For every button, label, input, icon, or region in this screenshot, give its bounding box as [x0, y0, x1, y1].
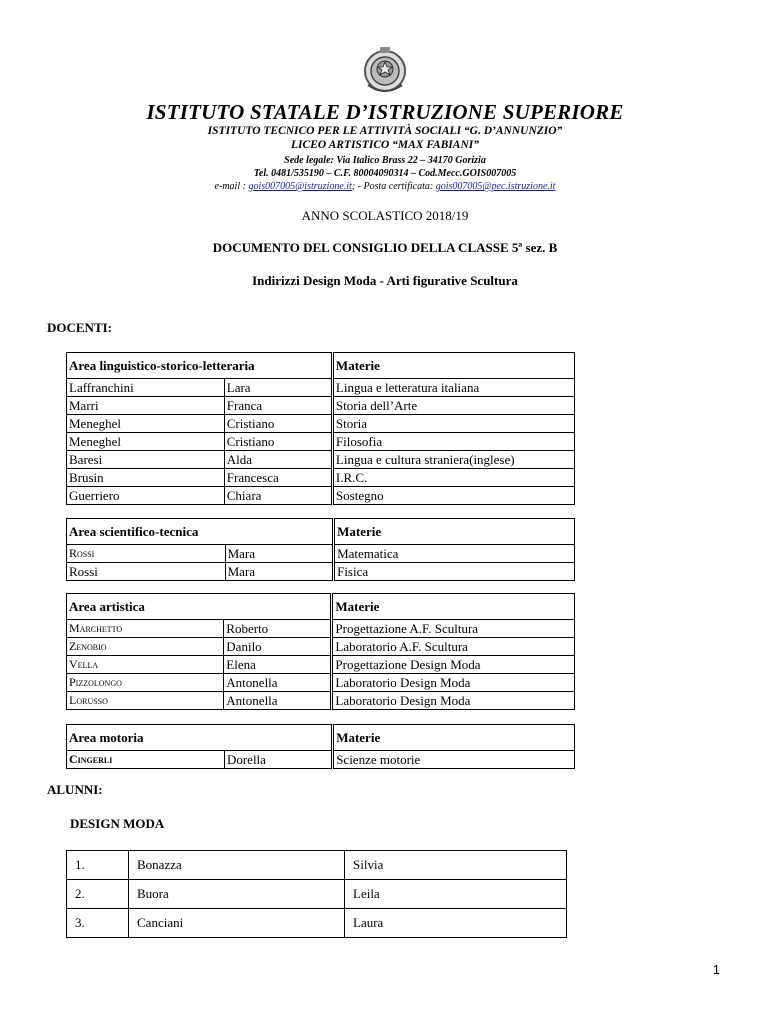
table-row [67, 451, 575, 469]
teacher-surname: Zenobio [67, 638, 224, 656]
area-name: Area linguistico-storico-letteraria [67, 353, 333, 379]
teacher-surname: Vella [67, 656, 224, 674]
teacher-first-name: Mara [225, 545, 334, 563]
teacher-surname: Lorusso [67, 692, 224, 710]
teacher-subject: Progettazione A.F. Scultura [332, 620, 575, 638]
teacher-surname: Rossi [67, 545, 226, 563]
teacher-subject: Matematica [334, 545, 575, 563]
student-surname: Buora [129, 880, 345, 909]
materie-header: Materie [333, 725, 575, 751]
teacher-surname: Brusin [67, 469, 225, 487]
institute-title: ISTITUTO STATALE D’ISTRUZIONE SUPERIORE [146, 100, 624, 124]
student-surname: Canciani [129, 909, 345, 938]
teacher-subject: Lingua e letteratura italiana [332, 379, 574, 397]
alunni-heading: ALUNNI: [47, 782, 103, 797]
teachers-table-area-2 [66, 518, 575, 581]
institute-address: Sede legale: Via Italico Brass 22 – 34170 Gorizia [284, 155, 486, 166]
student-first-name: Leila [345, 880, 567, 909]
teacher-first-name: Francesca [224, 469, 332, 487]
pec-label: ; - Posta certificata: [351, 181, 434, 192]
teacher-surname: Rossi [67, 563, 226, 581]
table-row [67, 415, 575, 433]
materie-header: Materie [334, 519, 575, 545]
teacher-subject: Scienze motorie [336, 752, 421, 767]
table-row [67, 433, 575, 451]
teacher-first-name: Roberto [224, 620, 332, 638]
design-moda-heading: DESIGN MODA [70, 816, 165, 831]
table-row [67, 487, 575, 505]
teacher-subject: Progettazione Design Moda [332, 656, 575, 674]
teacher-first-name: Cristiano [224, 433, 332, 451]
teacher-subject: Laboratorio A.F. Scultura [332, 638, 575, 656]
teacher-surname: Guerriero [67, 487, 225, 505]
teacher-subject: Laboratorio Design Moda [332, 674, 575, 692]
republic-emblem-icon [360, 45, 410, 95]
student-number: 2. [67, 880, 129, 909]
teacher-first-name: Cristiano [224, 415, 332, 433]
teacher-surname: Pizzolongo [67, 674, 224, 692]
teacher-subject: Filosofia [332, 433, 574, 451]
table-row [67, 674, 575, 692]
institute-email-line [0, 181, 770, 192]
student-number: 1. [67, 851, 129, 880]
table-row [67, 909, 567, 938]
teacher-subject: Laboratorio Design Moda [335, 693, 471, 708]
institute-contacts: Tel. 0481/535190 – C.F. 80004090314 – Cod.Mecc.GOIS007005 [253, 168, 517, 179]
teacher-subject: Storia [332, 415, 574, 433]
table-row [67, 656, 575, 674]
email-label: e-mail : [214, 181, 246, 192]
page-number: 1 [712, 962, 720, 977]
table-row [67, 851, 567, 880]
teachers-table-area-1 [66, 352, 575, 505]
table-row [67, 545, 575, 563]
table-row [67, 469, 575, 487]
teacher-first-name: Danilo [224, 638, 332, 656]
area-name: Area scientifico-tecnica [67, 519, 334, 545]
document-subtitle: Indirizzi Design Moda - Arti figurative Scultura [252, 273, 518, 288]
teacher-subject: Fisica [337, 564, 369, 579]
area-name: Area motoria [67, 725, 333, 751]
teacher-first-name: Chiara [224, 487, 332, 505]
table-row [67, 751, 575, 769]
student-first-name: Silvia [345, 851, 567, 880]
table-row [67, 692, 575, 710]
teacher-first-name: Mara [225, 563, 334, 581]
teacher-subject: I.R.C. [332, 469, 574, 487]
teacher-subject: Sostegno [335, 488, 384, 503]
table-row [67, 563, 575, 581]
teacher-first-name: Lara [224, 379, 332, 397]
institute-line-1: ISTITUTO TECNICO PER LE ATTIVITÀ SOCIALI “G. D’ANNUNZIO” [207, 125, 563, 137]
student-number: 3. [67, 909, 129, 938]
table-row [67, 880, 567, 909]
institute-line-2: LICEO ARTISTICO “MAX FABIANI” [290, 139, 479, 151]
teacher-surname: Meneghel [67, 415, 225, 433]
student-surname: Bonazza [129, 851, 345, 880]
materie-header: Materie [332, 594, 575, 620]
email-link[interactable]: gois007005@istruzione.it [248, 181, 352, 192]
teachers-table-area-4 [66, 724, 575, 769]
document-title: DOCUMENTO DEL CONSIGLIO DELLA CLASSE 5ª sez. B [212, 240, 558, 255]
teacher-surname: Baresi [67, 451, 225, 469]
teacher-first-name: Dorella [224, 751, 332, 769]
teacher-surname: Marri [67, 397, 225, 415]
area-name: Area artistica [67, 594, 332, 620]
teacher-first-name: Antonella [224, 692, 332, 710]
table-row [67, 638, 575, 656]
table-row [67, 397, 575, 415]
teacher-first-name: Antonella [224, 674, 332, 692]
student-first-name: Laura [345, 909, 567, 938]
teachers-table-area-3 [66, 593, 575, 710]
school-year: ANNO SCOLASTICO 2018/19 [301, 208, 469, 223]
docenti-heading: DOCENTI: [47, 320, 113, 335]
teacher-subject: Lingua e cultura straniera(inglese) [332, 451, 574, 469]
teacher-surname: Cingerli [67, 751, 225, 769]
teacher-first-name: Alda [224, 451, 332, 469]
materie-header: Materie [332, 353, 574, 379]
teacher-first-name: Franca [224, 397, 332, 415]
table-row [67, 620, 575, 638]
teacher-subject: Storia dell’Arte [332, 397, 574, 415]
teacher-first-name: Elena [224, 656, 332, 674]
students-table [66, 850, 567, 938]
table-row [67, 379, 575, 397]
teacher-surname: Meneghel [67, 433, 225, 451]
pec-link[interactable]: gois007005@pec.istruzione.it [435, 181, 556, 192]
teacher-surname: Marchetto [67, 620, 224, 638]
teacher-surname: Laffranchini [67, 379, 225, 397]
